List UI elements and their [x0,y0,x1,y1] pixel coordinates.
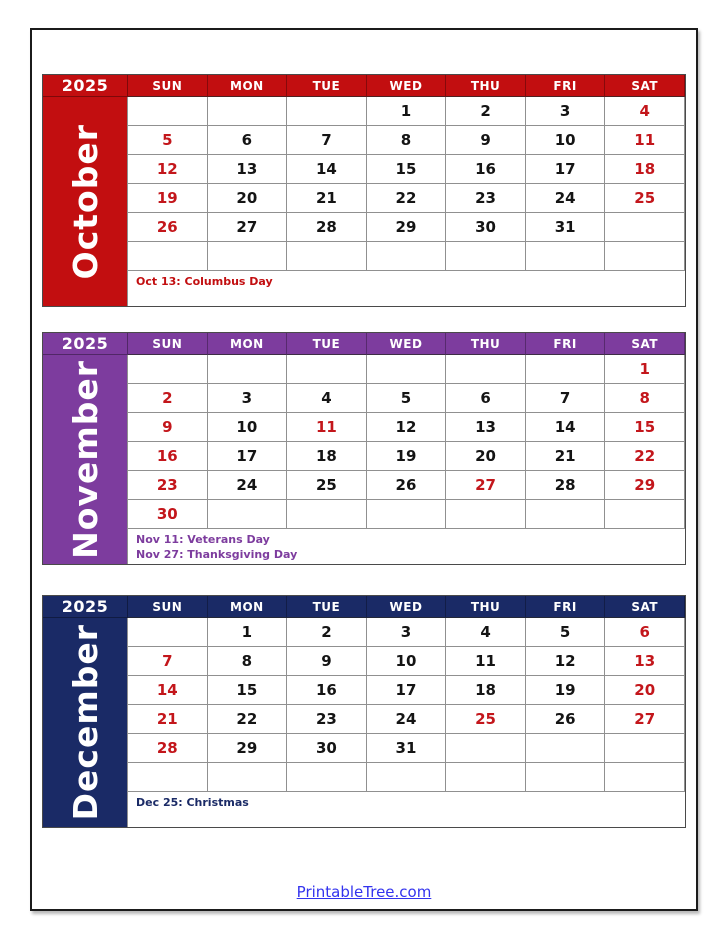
date-cell: 18 [605,155,685,184]
date-cell: 7 [526,384,606,413]
date-cell: 15 [367,155,447,184]
date-cell: 24 [526,184,606,213]
empty-date-cell [208,763,288,792]
day-header-wed: WED [367,596,447,618]
date-cell: 20 [208,184,288,213]
date-cell: 18 [446,676,526,705]
holiday-note: Dec 25: Christmas [136,796,249,809]
months-container [42,74,686,828]
date-cell: 30 [446,213,526,242]
date-cell: 3 [526,97,606,126]
date-cell: 28 [526,471,606,500]
empty-date-cell [287,763,367,792]
date-cell: 5 [367,384,447,413]
date-cell: 1 [605,355,685,384]
empty-date-cell [605,763,685,792]
date-cell: 9 [287,647,367,676]
day-header-tue: TUE [287,75,367,97]
year-label: 2025 [43,333,128,355]
date-cell: 17 [367,676,447,705]
calendar-page [30,28,698,911]
day-header-sun: SUN [128,333,208,355]
empty-date-cell [287,500,367,529]
empty-date-cell [446,500,526,529]
empty-date-cell [287,242,367,271]
date-cell: 26 [526,705,606,734]
empty-date-cell [605,734,685,763]
date-cell: 25 [605,184,685,213]
date-cell: 10 [367,647,447,676]
date-cell: 6 [446,384,526,413]
holiday-notes [128,271,685,306]
day-header-tue: TUE [287,333,367,355]
footer [42,882,686,901]
date-cell: 16 [446,155,526,184]
date-cell: 15 [605,413,685,442]
date-cell: 2 [287,618,367,647]
date-cell: 1 [367,97,447,126]
empty-date-cell [526,355,606,384]
date-cell: 28 [128,734,208,763]
date-cell: 11 [287,413,367,442]
empty-date-cell [526,763,606,792]
empty-date-cell [446,734,526,763]
empty-date-cell [367,500,447,529]
holiday-note: Nov 27: Thanksgiving Day [136,548,298,561]
date-cell: 22 [208,705,288,734]
date-cell: 13 [208,155,288,184]
date-cell: 3 [208,384,288,413]
date-cell: 18 [287,442,367,471]
empty-date-cell [208,355,288,384]
empty-date-cell [128,242,208,271]
holiday-note: Oct 13: Columbus Day [136,275,273,288]
day-header-tue: TUE [287,596,367,618]
date-cell: 29 [605,471,685,500]
date-cell: 6 [605,618,685,647]
empty-date-cell [446,242,526,271]
date-cell: 4 [287,384,367,413]
day-header-mon: MON [208,75,288,97]
holiday-note: Nov 11: Veterans Day [136,533,270,546]
date-cell: 24 [208,471,288,500]
date-cell: 19 [128,184,208,213]
day-header-sat: SAT [605,75,685,97]
date-cell: 14 [128,676,208,705]
date-cell: 26 [128,213,208,242]
date-cell: 21 [128,705,208,734]
date-cell: 13 [605,647,685,676]
month-name-label: December [65,624,105,821]
date-cell: 21 [526,442,606,471]
date-cell: 25 [446,705,526,734]
empty-date-cell [446,763,526,792]
date-cell: 14 [287,155,367,184]
empty-date-cell [128,97,208,126]
site-link[interactable]: PrintableTree.com [296,883,432,901]
day-header-fri: FRI [526,333,606,355]
date-cell: 5 [526,618,606,647]
month-name-sidebar [43,97,128,306]
date-cell: 12 [526,647,606,676]
month-name-sidebar [43,618,128,827]
date-cell: 31 [367,734,447,763]
date-cell: 16 [128,442,208,471]
empty-date-cell [367,242,447,271]
date-cell: 16 [287,676,367,705]
day-header-sun: SUN [128,75,208,97]
date-cell: 17 [208,442,288,471]
date-cell: 24 [367,705,447,734]
date-cell: 8 [208,647,288,676]
date-cell: 9 [446,126,526,155]
date-cell: 13 [446,413,526,442]
empty-date-cell [367,355,447,384]
date-cell: 7 [287,126,367,155]
date-cell: 7 [128,647,208,676]
date-cell: 8 [367,126,447,155]
date-cell: 4 [605,97,685,126]
date-cell: 14 [526,413,606,442]
date-cell: 29 [367,213,447,242]
date-cell: 28 [287,213,367,242]
date-cell: 31 [526,213,606,242]
year-label: 2025 [43,75,128,97]
day-header-fri: FRI [526,75,606,97]
holiday-notes [128,529,685,564]
date-cell: 19 [367,442,447,471]
year-label: 2025 [43,596,128,618]
empty-date-cell [605,213,685,242]
date-cell: 25 [287,471,367,500]
empty-date-cell [605,242,685,271]
date-cell: 27 [446,471,526,500]
day-header-mon: MON [208,333,288,355]
day-header-thu: THU [446,75,526,97]
date-cell: 10 [526,126,606,155]
date-cell: 19 [526,676,606,705]
date-cell: 8 [605,384,685,413]
empty-date-cell [208,500,288,529]
empty-date-cell [367,763,447,792]
calendar-october [42,74,686,307]
calendar-november [42,332,686,565]
month-name-sidebar [43,355,128,564]
day-header-fri: FRI [526,596,606,618]
date-cell: 27 [208,213,288,242]
empty-date-cell [287,97,367,126]
date-cell: 12 [367,413,447,442]
empty-date-cell [526,734,606,763]
date-cell: 1 [208,618,288,647]
empty-date-cell [208,97,288,126]
date-cell: 23 [287,705,367,734]
empty-date-cell [287,355,367,384]
empty-date-cell [128,618,208,647]
date-cell: 20 [605,676,685,705]
empty-date-cell [128,763,208,792]
date-cell: 26 [367,471,447,500]
holiday-notes [128,792,685,827]
date-cell: 12 [128,155,208,184]
day-header-wed: WED [367,75,447,97]
date-cell: 5 [128,126,208,155]
empty-date-cell [208,242,288,271]
date-cell: 30 [287,734,367,763]
day-header-sun: SUN [128,596,208,618]
date-cell: 6 [208,126,288,155]
month-name-label: November [65,360,105,559]
date-cell: 11 [446,647,526,676]
day-header-thu: THU [446,596,526,618]
date-cell: 10 [208,413,288,442]
date-cell: 9 [128,413,208,442]
calendar-december [42,595,686,828]
empty-date-cell [526,242,606,271]
date-cell: 30 [128,500,208,529]
date-cell: 17 [526,155,606,184]
day-header-sat: SAT [605,596,685,618]
date-cell: 29 [208,734,288,763]
empty-date-cell [446,355,526,384]
empty-date-cell [128,355,208,384]
month-name-label: October [65,123,105,280]
day-header-sat: SAT [605,333,685,355]
date-cell: 23 [128,471,208,500]
date-cell: 4 [446,618,526,647]
date-cell: 2 [446,97,526,126]
date-cell: 22 [605,442,685,471]
date-cell: 20 [446,442,526,471]
date-cell: 2 [128,384,208,413]
day-header-thu: THU [446,333,526,355]
empty-date-cell [605,500,685,529]
date-cell: 21 [287,184,367,213]
date-cell: 22 [367,184,447,213]
date-cell: 3 [367,618,447,647]
date-cell: 15 [208,676,288,705]
date-cell: 23 [446,184,526,213]
date-cell: 27 [605,705,685,734]
date-cell: 11 [605,126,685,155]
empty-date-cell [526,500,606,529]
day-header-wed: WED [367,333,447,355]
day-header-mon: MON [208,596,288,618]
